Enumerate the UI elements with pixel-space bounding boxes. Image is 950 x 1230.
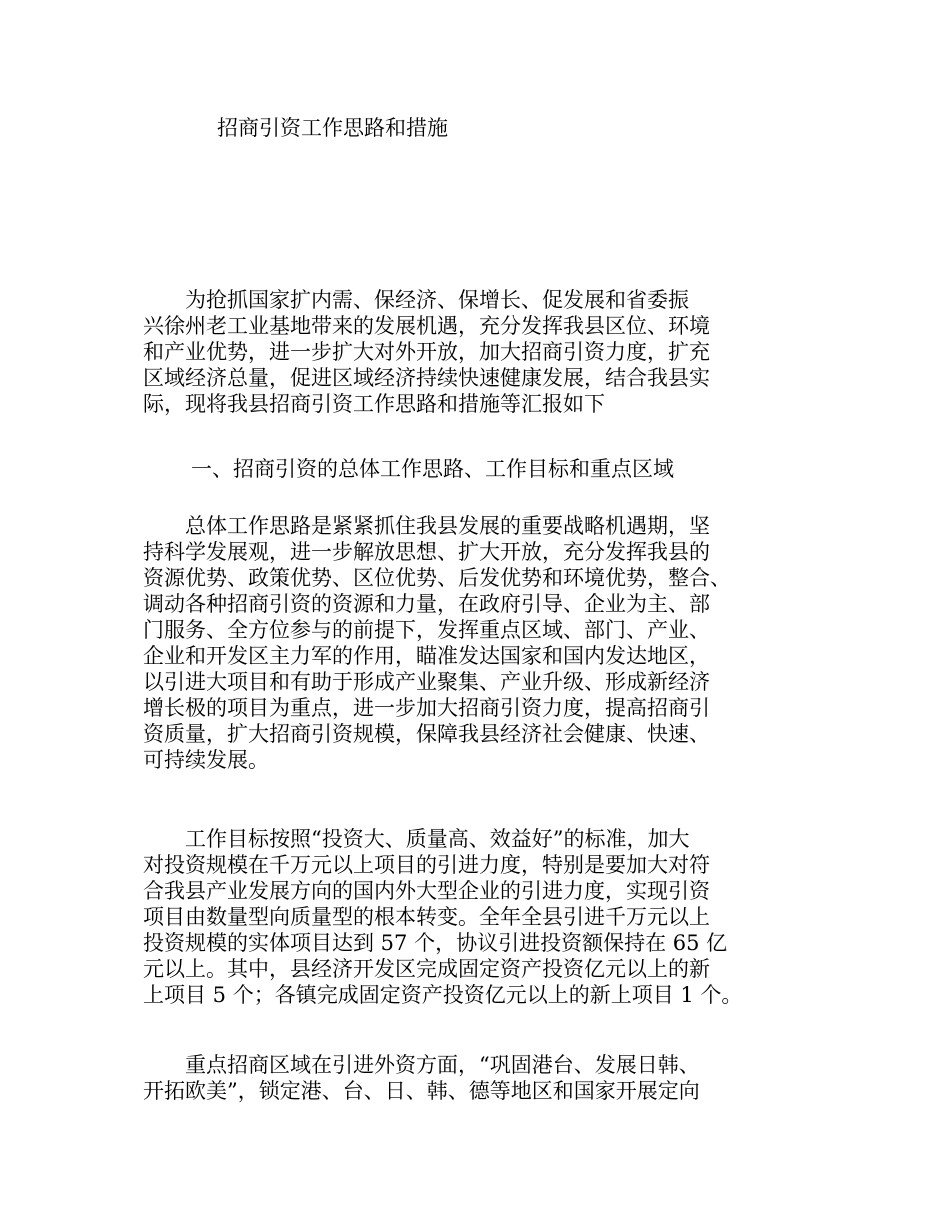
text-line: 调动各种招商引资的资源和力量，在政府引导、企业为主、部 xyxy=(143,592,710,616)
intro-paragraph xyxy=(143,287,833,417)
text-line: 总体工作思路是紧紧抓住我县发展的重要战略机遇期，坚 xyxy=(143,514,710,538)
text-line: 上项目 5 个；各镇完成固定资产投资亿元以上的新上项目 1 个。 xyxy=(143,983,743,1007)
text-line: 门服务、全方位参与的前提下，发挥重点区域、部门、产业、 xyxy=(143,618,710,642)
text-line: 兴徐州老工业基地带来的发展机遇，充分发挥我县区位、环境 xyxy=(143,314,710,338)
text-line: 项目由数量型向质量型的根本转变。全年全县引进千万元以上 xyxy=(143,905,710,929)
text-line: 持科学发展观，进一步解放思想、扩大开放，充分发挥我县的 xyxy=(143,540,710,564)
text-line: 和产业优势，进一步扩大对外开放，加大招商引资力度，扩充 xyxy=(143,340,710,364)
text-line: 元以上。其中，县经济开发区完成固定资产投资亿元以上的新 xyxy=(143,957,710,981)
text-line: 对投资规模在千万元以上项目的引进力度，特别是要加大对符 xyxy=(143,853,710,877)
text-line: 企业和开发区主力军的作用，瞄准发达国家和国内发达地区， xyxy=(143,644,710,668)
targets-paragraph xyxy=(143,826,833,1008)
section-heading: 一、招商引资的总体工作思路、工作目标和重点区域 xyxy=(191,457,674,481)
text-line: 重点招商区域在引进外资方面，“巩固港台、发展日韩、 xyxy=(143,1053,700,1077)
text-line: 资质量，扩大招商引资规模，保障我县经济社会健康、快速、 xyxy=(143,722,710,746)
text-line: 区域经济总量，促进区域经济持续快速健康发展，结合我县实 xyxy=(143,366,710,390)
text-line: 资源优势、政策优势、区位优势、后发优势和环境优势，整合、 xyxy=(143,566,731,590)
text-line: 开拓欧美”，锁定港、台、日、韩、德等地区和国家开展定向 xyxy=(143,1079,700,1103)
text-line: 际，现将我县招商引资工作思路和措施等汇报如下 xyxy=(143,392,605,416)
text-line: 以引进大项目和有助于形成产业聚集、产业升级、形成新经济 xyxy=(143,670,710,694)
text-line: 增长极的项目为重点，进一步加大招商引资力度，提高招商引 xyxy=(143,696,710,720)
text-line: 投资规模的实体项目达到 57 个，协议引进投资额保持在 65 亿 xyxy=(143,931,728,955)
regions-paragraph xyxy=(143,1052,833,1104)
text-line: 工作目标按照“投资大、质量高、效益好”的标准，加大 xyxy=(143,827,690,851)
text-line: 可持续发展。 xyxy=(143,748,269,772)
document-title: 招商引资工作思路和措施 xyxy=(217,116,448,140)
thinking-paragraph xyxy=(143,513,833,773)
text-line: 合我县产业发展方向的国内外大型企业的引进力度，实现引资 xyxy=(143,879,710,903)
text-line: 为抢抓国家扩内需、保经济、保增长、促发展和省委振 xyxy=(143,288,689,312)
